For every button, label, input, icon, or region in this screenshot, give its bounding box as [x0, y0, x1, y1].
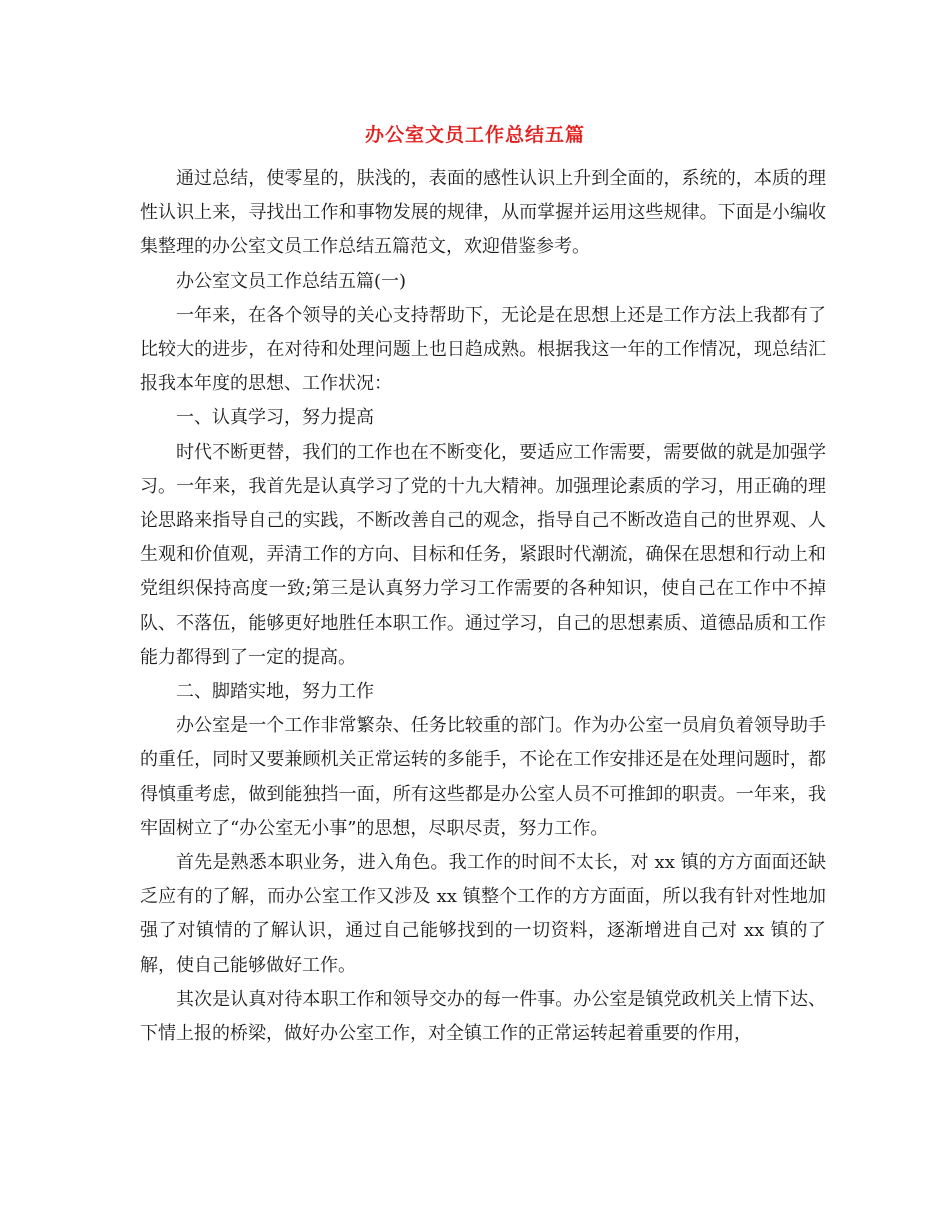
body-paragraph: 时代不断更替，我们的工作也在不断变化，要适应工作需要，需要做的就是加强学习。一年来，我首先是认真学习了党的十九大精神。加强理论素质的学习，用正确的理论思路来指导自己的实践，不断改善自己的观念，指导自己不断改造自己的世界观、人生观和价值观，弄清工作的方向、目标和任务，紧跟时代潮流，确保在思想和行动上和党组织保持高度一致;第三是认真努力学习工作需要的各种知识，使自己在工作中不掉队、不落伍，能够更好地胜任本职工作。通过学习，自己的思想素质、道德品质和工作能力都得到了一定的提高。	[140, 441, 826, 668]
subheading-study: 一、认真学习，努力提高	[176, 407, 374, 429]
body-paragraph: 办公室是一个工作非常繁杂、任务比较重的部门。作为办公室一员肩负着领导助手的重任，同时又要兼顾机关正常运转的多能手，不论在工作安排还是在处理问题时，都得慎重考虑，做到能独挡一面，所有这些都是办公室人员不可推卸的职责。一年来，我牢固树立了“办公室无小事”的思想，尽职尽责，努力工作。	[140, 715, 826, 839]
body-paragraph: 一年来，在各个领导的关心支持帮助下，无论是在思想上还是工作方法上我都有了比较大的进步，在对待和处理问题上也日趋成熟。根据我这一年的工作情况，现总结汇报我本年度的思想、工作状况：	[140, 304, 826, 395]
document-title: 办公室文员工作总结五篇	[364, 124, 585, 146]
intro-paragraph: 通过总结，使零星的，肤浅的，表面的感性认识上升到全面的，系统的，本质的理性认识上来，寻找出工作和事物发展的规律，从而掌握并运用这些规律。下面是小编收集整理的办公室文员工作总结五篇范文，欢迎借鉴参考。	[140, 168, 826, 258]
document-body	[140, 162, 826, 1051]
subheading-work: 二、脚踏实地，努力工作	[176, 681, 374, 703]
section-heading-part-one: 办公室文员工作总结五篇(一)	[176, 270, 407, 292]
body-paragraph: 其次是认真对待本职工作和领导交办的每一件事。办公室是镇党政机关上情下达、下情上报的桥梁，做好办公室工作，对全镇工作的正常运转起着重要的作用，	[140, 988, 826, 1045]
body-paragraph: 首先是熟悉本职业务，进入角色。我工作的时间不太长，对 xx 镇的方方面面还缺乏应有的了解，而办公室工作又涉及 xx 镇整个工作的方方面面，所以我有针对性地加强了对镇情的了解认识，通过自己能够找到的一切资料，逐渐增进自己对 xx 镇的了解，使自己能够做好工作。	[140, 852, 826, 976]
